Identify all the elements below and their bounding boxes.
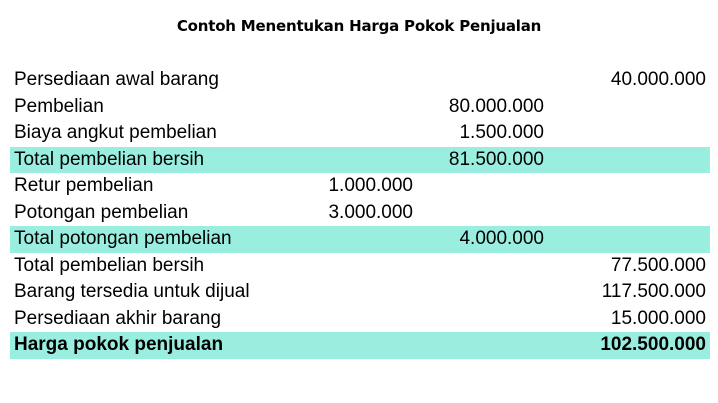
row-value: 102.500.000 [600, 334, 706, 355]
table-row-barang-tersedia [10, 279, 710, 306]
table-row-persediaan-akhir [10, 306, 710, 333]
cost-of-goods-sold-table [10, 67, 710, 359]
slide-title: Contoh Menentukan Harga Pokok Penjualan [176, 17, 542, 35]
row-value: 4.000.000 [459, 228, 544, 249]
table-row-total-pembelian-bersih [10, 253, 710, 280]
row-label: Total pembelian bersih [14, 148, 205, 170]
row-label: Biaya angkut pembelian [14, 122, 217, 143]
row-label: Total potongan pembelian [14, 228, 232, 249]
row-label: Barang tersedia untuk dijual [14, 281, 250, 302]
table-row-total-pembelian-bersih-highlight [10, 147, 710, 174]
row-label: Harga pokok penjualan [14, 334, 224, 355]
row-label: Pembelian [14, 95, 104, 117]
row-value: 1.000.000 [328, 175, 413, 196]
table-row-potongan-pembelian [10, 200, 710, 227]
row-value: 3.000.000 [328, 201, 413, 223]
row-value: 77.500.000 [610, 254, 706, 276]
row-label: Total pembelian bersih [14, 254, 205, 276]
row-value: 15.000.000 [610, 307, 706, 329]
row-value: 81.500.000 [448, 148, 544, 170]
row-value: 117.500.000 [601, 281, 706, 302]
row-value: 80.000.000 [448, 95, 544, 117]
table-row-total-potongan-pembelian [10, 226, 710, 253]
table-row-persediaan-awal [10, 67, 710, 94]
table-row-biaya-angkut [10, 120, 710, 147]
row-value: 40.000.000 [610, 69, 706, 90]
row-label: Persediaan akhir barang [14, 307, 222, 329]
row-label: Retur pembelian [14, 175, 154, 196]
row-value: 1.500.000 [459, 122, 544, 143]
row-label: Persediaan awal barang [14, 69, 219, 90]
table-row-pembelian [10, 94, 710, 121]
table-row-retur-pembelian [10, 173, 710, 200]
row-label: Potongan pembelian [14, 201, 189, 223]
table-row-harga-pokok-penjualan [10, 332, 710, 359]
